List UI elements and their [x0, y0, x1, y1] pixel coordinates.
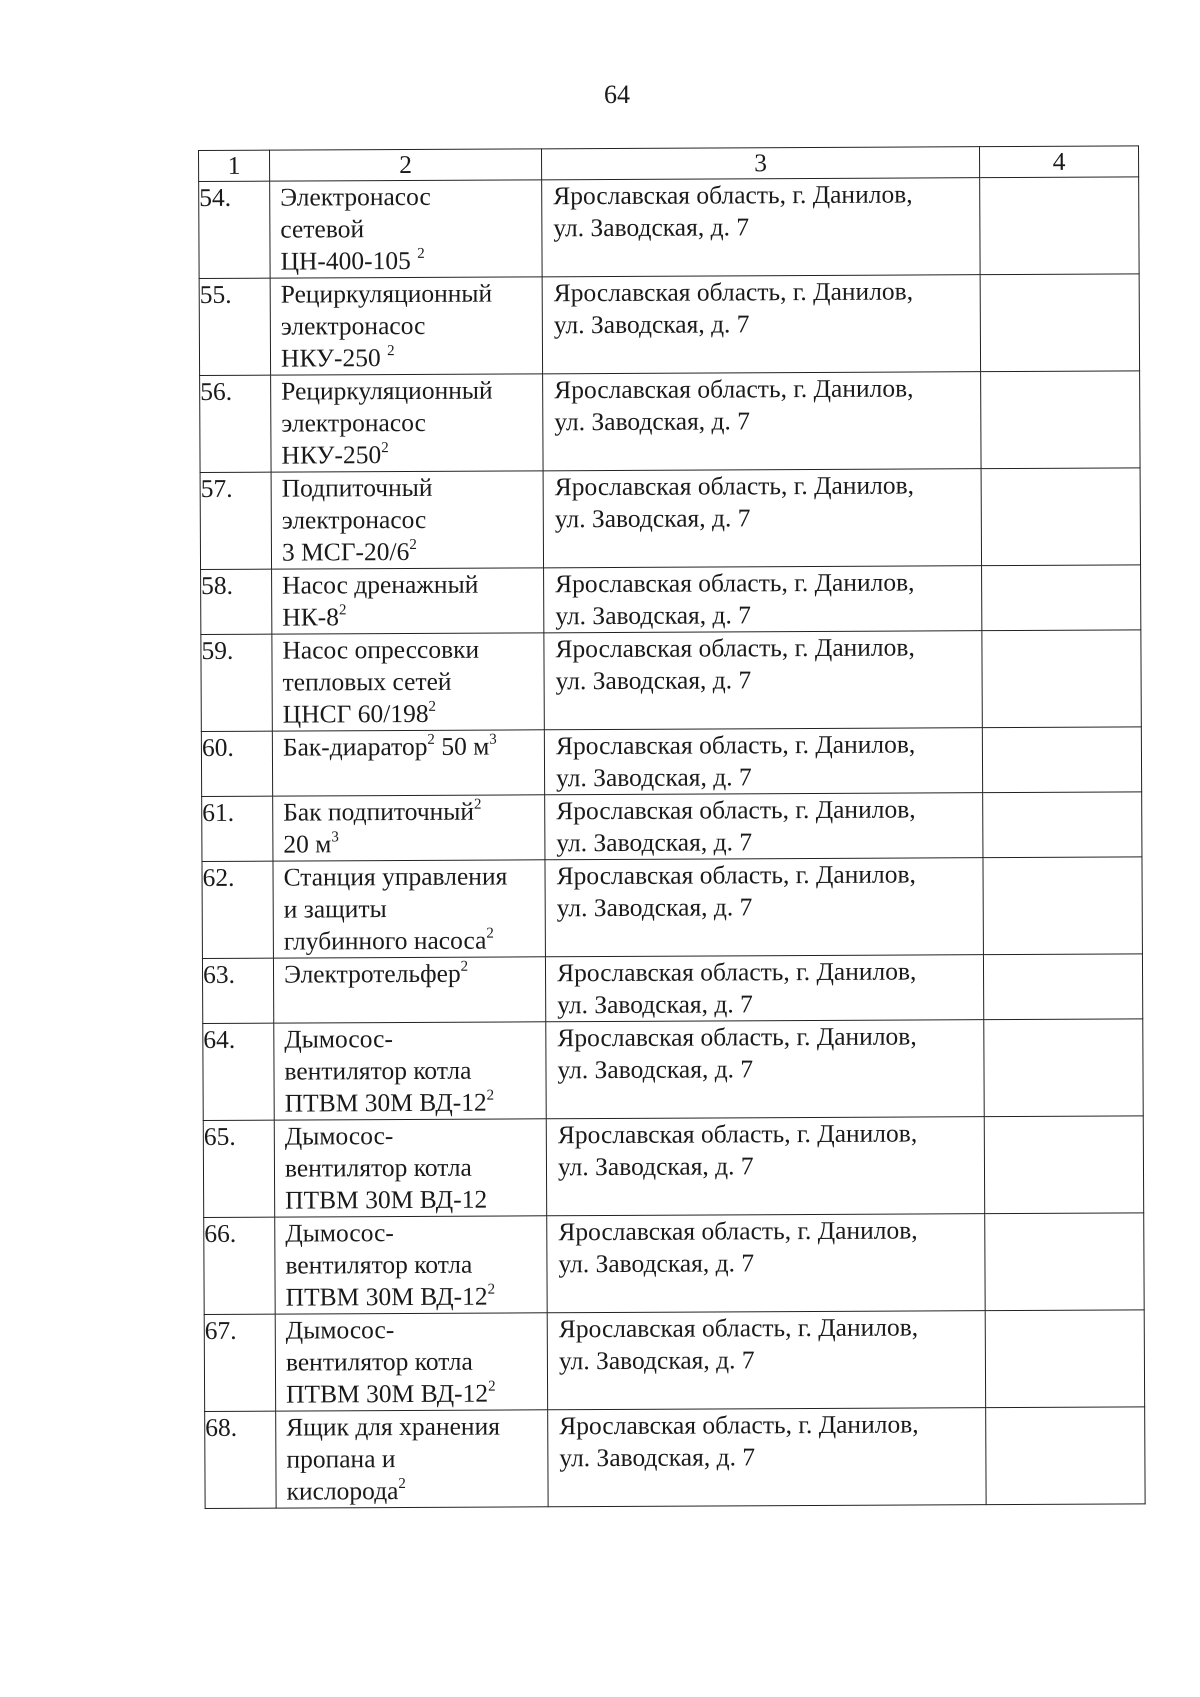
footnote-mark: 2: [460, 958, 469, 975]
equipment-name-text: ЦНСГ 60/198: [282, 698, 429, 729]
address-line: Ярославская область, г. Данилов,: [557, 1021, 917, 1053]
equipment-name-cell: [274, 1022, 546, 1120]
footnote-mark: 3: [331, 829, 339, 846]
address-line: Ярославская область, г. Данилов,: [557, 1118, 918, 1150]
address-line: ул. Заводская, д. 7: [553, 309, 750, 340]
table-row: [201, 727, 1141, 797]
footnote-mark: 2: [427, 731, 435, 748]
column-header-1: 1: [199, 150, 270, 181]
equipment-name-line: [284, 1022, 541, 1055]
equipment-name-line: [281, 438, 538, 471]
equipment-name-cell: [273, 957, 545, 1023]
equipment-name-text: глубинного насоса: [283, 925, 487, 956]
address-cell: [544, 631, 982, 730]
column-4-cell: [981, 468, 1140, 566]
equipment-name-text: Электронасос: [280, 181, 431, 212]
table-row: [202, 857, 1142, 959]
footnote-mark: 2: [398, 1476, 406, 1493]
equipment-name-text: ПТВМ 30М ВД-12: [285, 1281, 488, 1312]
row-number: 61.: [202, 796, 273, 861]
equipment-name-text: Электротельфер: [283, 958, 461, 989]
column-4-cell: [982, 727, 1141, 793]
equipment-name-line: [282, 471, 539, 504]
column-4-cell: [983, 857, 1142, 955]
equipment-name-text: пропана и: [286, 1444, 396, 1474]
table-row: [202, 954, 1142, 1024]
equipment-name-text: 20 м: [283, 829, 332, 859]
address-line: ул. Заводская, д. 7: [555, 600, 752, 631]
footnote-mark: 2: [381, 440, 389, 457]
footnote-mark: 2: [473, 796, 482, 813]
table-row: [199, 177, 1139, 279]
address-line: ул. Заводская, д. 7: [556, 762, 752, 793]
footnote-mark: 2: [417, 245, 425, 262]
table-row: [202, 792, 1142, 862]
address-cell: [547, 1311, 985, 1410]
column-4-cell: [985, 1310, 1144, 1408]
equipment-name-text: кислорода: [286, 1476, 399, 1506]
row-number: 63.: [202, 958, 273, 1023]
equipment-name-text: Дымосос-: [285, 1315, 395, 1345]
address-line: ул. Заводская, д. 7: [554, 406, 751, 437]
row-number: 60.: [201, 731, 272, 796]
equipment-name-text: Бак-диаратор: [282, 731, 428, 762]
equipment-name-text: 3 МСГ-20/6: [281, 536, 410, 567]
address-line: ул. Заводская, д. 7: [557, 989, 753, 1020]
row-number: 64.: [203, 1023, 274, 1120]
equipment-name-text: вентилятор котла: [284, 1055, 472, 1086]
equipment-name-line: [282, 535, 539, 568]
equipment-name-line: [281, 406, 538, 439]
row-number: 65.: [203, 1120, 274, 1217]
equipment-name-line: [285, 1183, 542, 1216]
equipment-name-text: вентилятор котла: [285, 1346, 473, 1377]
column-4-cell: [981, 371, 1140, 469]
footnote-mark: 2: [488, 1378, 496, 1395]
address-line: Ярославская область, г. Данилов,: [553, 276, 914, 308]
address-cell: [544, 566, 982, 633]
equipment-name-line: [281, 309, 538, 342]
equipment-name-cell: [273, 860, 545, 958]
equipment-name-text: Дымосос-: [285, 1218, 394, 1248]
row-number: 62.: [202, 861, 273, 958]
equipment-name-text: НКУ-250: [280, 343, 388, 373]
address-line: ул. Заводская, д. 7: [556, 892, 753, 923]
table-header: [199, 146, 1139, 182]
equipment-name-line: [284, 1054, 541, 1087]
column-header-3: 3: [541, 147, 979, 180]
column-4-cell: [983, 792, 1142, 858]
equipment-table: [198, 145, 1146, 1509]
address-line: Ярославская область, г. Данилов,: [556, 956, 917, 988]
address-cell: [545, 858, 983, 957]
column-4-cell: [984, 1116, 1143, 1214]
footnote-mark: 2: [387, 343, 395, 360]
table-row: [201, 565, 1141, 635]
equipment-name-cell: [276, 1410, 548, 1508]
address-line: ул. Заводская, д. 7: [553, 212, 750, 243]
equipment-name-text: Насос опрессовки: [282, 634, 480, 665]
equipment-name-text: Рециркуляционный: [281, 375, 493, 406]
equipment-name-line: [286, 1280, 543, 1313]
address-cell: [543, 469, 981, 568]
address-line: Ярославская область, г. Данилов,: [555, 567, 915, 599]
equipment-name-line: [284, 957, 541, 990]
address-line: Ярославская область, г. Данилов,: [555, 632, 915, 664]
equipment-name-cell: [272, 568, 544, 634]
row-number: 68.: [205, 1411, 276, 1508]
equipment-name-cell: [272, 633, 544, 731]
equipment-name-line: [282, 568, 539, 601]
equipment-name-text: Ящик для хранения: [286, 1411, 500, 1442]
unit-exponent: 3: [489, 731, 497, 748]
address-line: Ярославская область, г. Данилов,: [554, 373, 914, 405]
row-number: 66.: [204, 1217, 275, 1314]
table-row: [204, 1310, 1144, 1412]
equipment-name-line: [280, 212, 537, 245]
equipment-name-cell: [272, 730, 544, 796]
address-cell: [542, 275, 980, 374]
equipment-name-line: [286, 1410, 543, 1443]
equipment-name-line: [285, 1086, 542, 1119]
equipment-name-text: Дымосос-: [284, 1024, 393, 1054]
equipment-name-line: [286, 1313, 543, 1346]
equipment-name-text: ПТВМ 30М ВД-12: [285, 1184, 488, 1215]
equipment-name-text: Станция управления: [283, 861, 508, 892]
equipment-name-text: Бак подпиточный: [283, 796, 475, 827]
column-4-cell: [980, 274, 1139, 372]
equipment-name-text: Рециркуляционный: [280, 278, 493, 309]
address-line: ул. Заводская, д. 7: [557, 1054, 754, 1085]
table-row: [203, 1116, 1143, 1218]
address-line: Ярославская область, г. Данилов,: [555, 729, 916, 761]
column-4-cell: [984, 1019, 1143, 1117]
footnote-mark: 2: [486, 1087, 495, 1104]
row-number: 57.: [200, 472, 271, 569]
equipment-name-text: Дымосос-: [284, 1121, 394, 1151]
equipment-name-line: [281, 277, 538, 310]
equipment-name-line: [281, 374, 538, 407]
address-line: ул. Заводская, д. 7: [558, 1345, 755, 1376]
footnote-mark: 2: [487, 1281, 496, 1298]
equipment-name-cell: [271, 471, 543, 569]
footnote-mark: 2: [338, 602, 347, 619]
equipment-name-cell: [271, 374, 543, 472]
equipment-name-cell: [273, 795, 545, 861]
table-row: [204, 1213, 1144, 1315]
equipment-name-line: [285, 1216, 542, 1249]
equipment-name-text: электронасос: [280, 310, 426, 341]
address-cell: [546, 1117, 984, 1216]
equipment-name-line: [286, 1474, 543, 1507]
table-row: [203, 1019, 1143, 1121]
equipment-name-line: [283, 795, 540, 828]
equipment-name-line: [282, 633, 539, 666]
column-4-cell: [980, 177, 1139, 275]
equipment-name-line: [284, 924, 541, 957]
address-line: ул. Заводская, д. 7: [555, 665, 752, 696]
footnote-mark: 2: [428, 698, 437, 715]
table-row: [205, 1407, 1145, 1509]
equipment-name-cell: [275, 1216, 547, 1314]
equipment-name-line: [286, 1442, 543, 1475]
address-cell: [545, 955, 983, 1022]
equipment-name-line: [286, 1345, 543, 1378]
address-cell: [546, 1020, 984, 1119]
equipment-name-text: вентилятор котла: [285, 1249, 473, 1280]
equipment-name-text: Насос дренажный: [282, 569, 479, 600]
table-body: [199, 177, 1145, 1509]
row-number: 54.: [199, 181, 270, 278]
equipment-name-cell: [270, 180, 542, 278]
address-line: Ярославская область, г. Данилов,: [558, 1312, 919, 1344]
table-row: [199, 274, 1139, 376]
equipment-name-cell: [270, 277, 542, 375]
equipment-name-text: сетевой: [280, 214, 365, 244]
address-line: Ярославская область, г. Данилов,: [556, 859, 916, 891]
equipment-name-text: электронасос: [281, 504, 427, 535]
table-row: [200, 468, 1140, 570]
footnote-mark: 2: [409, 536, 417, 553]
equipment-name-line: [282, 600, 539, 633]
equipment-name-text: и защиты: [283, 894, 387, 924]
table-row: [201, 630, 1141, 732]
equipment-name-line: [281, 341, 538, 374]
equipment-name-line: [283, 860, 540, 893]
equipment-name-cell: [274, 1119, 546, 1217]
address-cell: [544, 728, 982, 795]
equipment-name-text: тепловых сетей: [282, 666, 452, 697]
equipment-name-line: [280, 180, 537, 213]
header-row: [199, 146, 1139, 182]
column-header-4: 4: [979, 146, 1138, 178]
address-line: ул. Заводская, д. 7: [556, 827, 753, 858]
equipment-name-line: [285, 1248, 542, 1281]
column-4-cell: [982, 630, 1141, 728]
column-4-cell: [982, 565, 1141, 631]
page-number: 64: [604, 80, 630, 109]
address-line: Ярославская область, г. Данилов,: [553, 179, 913, 211]
row-number: 59.: [201, 634, 272, 731]
equipment-name-line: [283, 665, 540, 698]
address-line: ул. Заводская, д. 7: [557, 1151, 754, 1182]
row-number: 55.: [199, 278, 270, 375]
column-4-cell: [986, 1407, 1145, 1505]
equipment-name-line: [285, 1151, 542, 1184]
equipment-name-line: [284, 892, 541, 925]
equipment-name-text: НКУ-250: [281, 440, 382, 470]
equipment-name-text: Подпиточный: [281, 472, 433, 503]
equipment-name-text: 50 м: [434, 731, 490, 761]
equipment-name-line: [286, 1377, 543, 1410]
equipment-name-line: [283, 730, 540, 763]
equipment-name-text: вентилятор котла: [284, 1152, 472, 1183]
address-line: Ярославская область, г. Данилов,: [559, 1409, 919, 1441]
column-4-cell: [983, 954, 1142, 1020]
address-cell: [548, 1408, 986, 1507]
footnote-mark: 2: [486, 925, 494, 942]
equipment-name-text: ПТВМ 30М ВД-12: [284, 1087, 487, 1118]
address-line: Ярославская область, г. Данилов,: [554, 470, 915, 502]
address-line: ул. Заводская, д. 7: [558, 1248, 755, 1279]
row-number: 56.: [200, 375, 271, 472]
address-line: ул. Заводская, д. 7: [554, 503, 751, 534]
row-number: 58.: [201, 569, 272, 634]
equipment-name-line: [285, 1119, 542, 1152]
equipment-name-line: [280, 244, 537, 277]
column-header-2: 2: [270, 149, 542, 181]
address-cell: [543, 372, 981, 471]
address-line: Ярославская область, г. Данилов,: [556, 794, 916, 826]
address-cell: [545, 793, 983, 860]
column-4-cell: [985, 1213, 1144, 1311]
equipment-name-line: [283, 827, 540, 860]
address-cell: [542, 178, 980, 277]
equipment-name-line: [282, 503, 539, 536]
equipment-name-cell: [275, 1313, 547, 1411]
equipment-name-line: [283, 697, 540, 730]
equipment-name-text: ПТВМ 30М ВД-12: [286, 1378, 489, 1409]
address-line: ул. Заводская, д. 7: [559, 1442, 756, 1473]
address-line: Ярославская область, г. Данилов,: [558, 1215, 918, 1247]
equipment-name-text: НК-8: [282, 602, 340, 632]
address-cell: [547, 1214, 985, 1313]
equipment-name-text: электронасос: [281, 407, 426, 438]
row-number: 67.: [204, 1314, 275, 1411]
equipment-name-text: ЦН-400-105: [280, 245, 418, 276]
table-row: [200, 371, 1140, 473]
